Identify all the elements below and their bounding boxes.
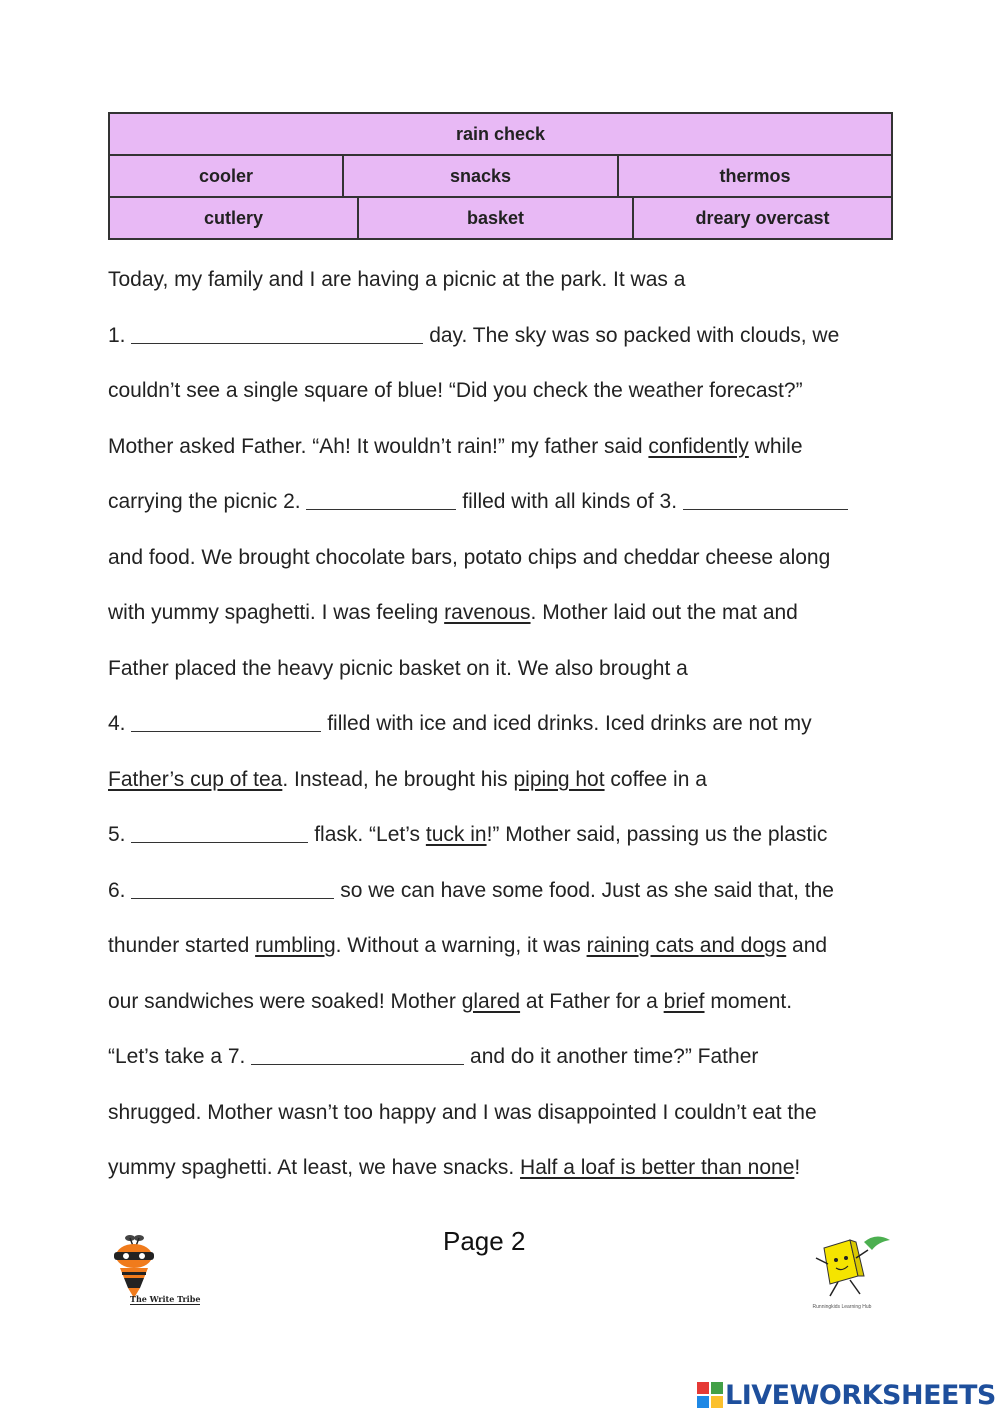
answer-blank-3[interactable] xyxy=(683,489,848,510)
story-line xyxy=(108,1029,908,1085)
story-text-span: filled with ice and iced drinks. Iced drinks are not my xyxy=(321,712,812,735)
story-text-span: moment. xyxy=(704,989,793,1013)
story-text-span: coffee in a xyxy=(604,767,707,791)
word-bank-cell: basket xyxy=(357,198,632,238)
blank-number: 4. xyxy=(108,712,126,735)
answer-blank-5[interactable] xyxy=(131,822,308,843)
story-line xyxy=(108,585,908,641)
story-text-span: day. The sky was so packed with clouds, we xyxy=(423,323,840,347)
liveworksheets-watermark[interactable] xyxy=(697,1378,996,1412)
page-number: Page 2 xyxy=(443,1226,526,1256)
learning-hub-logo xyxy=(806,1228,896,1328)
story-text-span: carrying the picnic 2. xyxy=(108,490,307,513)
word-bank-cell: snacks xyxy=(342,156,617,196)
story-text-span: and do it another time?” Father xyxy=(464,1045,759,1068)
underlined-word: piping hot xyxy=(513,767,605,791)
underlined-word: Father’s cup of tea xyxy=(108,767,283,791)
blank-number: 6. xyxy=(108,878,126,902)
story-text-span: while xyxy=(748,434,803,458)
word-bank-cell: cutlery xyxy=(203,207,264,228)
blank-number: 5. xyxy=(108,823,126,846)
liveworksheets-logo-icon xyxy=(697,1382,723,1408)
answer-blank-1[interactable] xyxy=(131,323,423,344)
story-text-span: so we can have some food. Just as she said that, the xyxy=(334,878,834,902)
story-line xyxy=(108,1085,908,1141)
answer-blank-4[interactable] xyxy=(131,711,321,732)
story-line xyxy=(108,696,908,752)
story-text-span: yummy spaghetti. At least, we have snacks. xyxy=(108,1156,521,1179)
story-text-span: Father placed the heavy picnic basket on it. We also brought a xyxy=(108,656,688,680)
word-bank-row xyxy=(110,114,891,154)
bee-icon xyxy=(108,1232,168,1302)
learning-hub-label: Runningkids Learning Hub xyxy=(812,1304,872,1310)
word-bank-row xyxy=(110,196,891,238)
story-line xyxy=(108,863,908,919)
story-text-span: “Let’s take a 7. xyxy=(108,1045,252,1068)
underlined-word: ravenous xyxy=(444,601,531,624)
story-text-span: shrugged. Mother wasn’t too happy and I was disappointed I couldn’t eat the xyxy=(108,1100,817,1124)
story-text-span: ! xyxy=(794,1156,801,1179)
answer-blank-2[interactable] xyxy=(306,489,456,510)
story-text-span: filled with all kinds of 3. xyxy=(456,490,683,513)
story-line xyxy=(108,252,908,308)
underlined-word: tuck in xyxy=(425,823,487,846)
story-line xyxy=(108,419,908,475)
word-bank-cell: cooler xyxy=(198,165,254,186)
blank-number: 1. xyxy=(108,323,126,347)
story-text-span: Today, my family and I are having a picnic at the park. It was a xyxy=(108,268,686,291)
underlined-word: raining cats and dogs xyxy=(586,934,787,957)
story-line xyxy=(108,308,908,364)
story-line xyxy=(108,752,908,808)
word-bank-row xyxy=(110,154,891,196)
story-text-span: . Mother laid out the mat and xyxy=(530,601,798,624)
story-text-span: flask. “Let’s xyxy=(308,823,426,846)
story-line xyxy=(108,641,908,697)
word-bank-cell: thermos xyxy=(617,156,891,196)
story-line xyxy=(108,530,908,586)
story-text-span: !” Mother said, passing us the plastic xyxy=(486,823,828,846)
underlined-word: brief xyxy=(663,989,705,1013)
story-line xyxy=(108,918,908,974)
word-bank-cell: rain check xyxy=(455,123,546,144)
write-tribe-label: The Write Tribe xyxy=(130,1294,201,1304)
story-text-span: and xyxy=(786,934,828,957)
story-text-span: our sandwiches were soaked! Mother xyxy=(108,989,462,1013)
story-line xyxy=(108,1140,908,1196)
story-text xyxy=(108,252,908,1196)
underlined-word: glared xyxy=(461,989,521,1013)
story-text-span: . Instead, he brought his xyxy=(282,767,514,791)
underlined-word: rumbling xyxy=(255,934,336,957)
story-text-span: thunder started xyxy=(108,934,256,957)
answer-blank-7[interactable] xyxy=(251,1044,464,1065)
answer-blank-6[interactable] xyxy=(131,878,334,899)
story-text-span: and food. We brought chocolate bars, potato chips and cheddar cheese along xyxy=(108,545,831,569)
word-bank-cell: dreary overcast xyxy=(632,198,891,238)
underlined-word: Half a loaf is better than none xyxy=(520,1156,795,1179)
story-line xyxy=(108,474,908,530)
story-line xyxy=(108,363,908,419)
word-bank-table xyxy=(108,112,893,240)
story-text-span: . Without a warning, it was xyxy=(335,934,587,957)
story-text-span: couldn’t see a single square of blue! “Did you check the weather forecast?” xyxy=(108,379,803,402)
liveworksheets-label: LIVEWORKSHEETS xyxy=(725,1379,996,1411)
write-tribe-logo xyxy=(108,1232,218,1312)
running-book-icon xyxy=(806,1228,896,1303)
story-text-span: with yummy spaghetti. I was feeling xyxy=(108,601,445,624)
story-text-span: Mother asked Father. “Ah! It wouldn’t rain!” my father said xyxy=(108,434,649,458)
underlined-word: confidently xyxy=(648,434,749,458)
story-line xyxy=(108,807,908,863)
story-text-span: at Father for a xyxy=(520,989,664,1013)
story-line xyxy=(108,974,908,1030)
